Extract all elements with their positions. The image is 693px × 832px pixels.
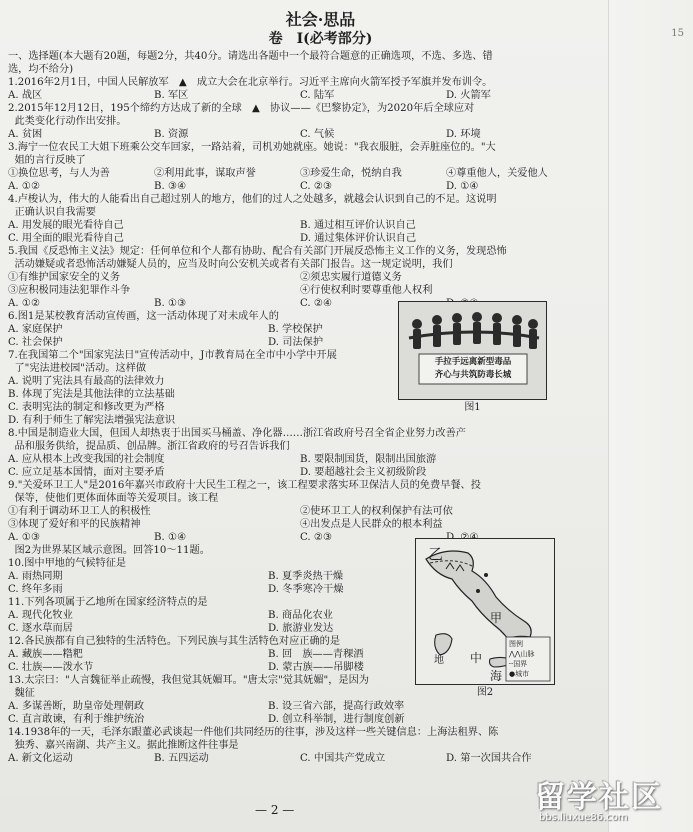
question-line: 9."关爱环卫工人"是2016年嘉兴市政府十大民生工程之一，该工程要求落实环卫保洁人员的免费早餐、投	[8, 480, 481, 491]
answer-option: A. ①②	[8, 181, 41, 192]
city-icon: ●	[509, 670, 516, 678]
answer-option: C. 中国共产党成立	[300, 753, 386, 764]
legend-city: 城市	[515, 670, 530, 678]
answer-option: ④行使权利时要尊重他人权利	[300, 285, 433, 296]
answer-option: ③珍爱生命，悦纳自我	[300, 168, 402, 179]
answer-option: C. ②③	[300, 532, 333, 543]
question-line: 11.下列各项属于乙地所在国家经济特点的是	[8, 597, 208, 608]
answer-option: ②利用此事，谋取声誉	[154, 168, 256, 179]
answer-option: ②须忠实履行道德义务	[300, 272, 402, 283]
question-line: 6.图1是某校教育活动宣传画，这一活动体现了对未成年人的	[8, 311, 279, 322]
answer-options-row	[8, 167, 593, 180]
answer-option: B. ①③	[154, 298, 187, 309]
question-line: 一、选择题(本大题有20题，每题2分，共40分。请选出各题中一个最符合题意的正确选项，不选、多选、错	[8, 51, 493, 62]
question-line: 13.太宗曰："人言魏征举止疏慢，我但觉其妩媚耳。"唐太宗"觉其妩媚"，是因为	[8, 675, 369, 686]
question-line: 此类变化行动作出安排。	[8, 116, 127, 127]
poster-illustration	[399, 302, 546, 399]
answer-option: ①有利于调动环卫工人的积极性	[8, 506, 151, 517]
answer-option: ③应积极同违法犯罪作斗争	[8, 285, 131, 296]
question-line: 8.中国是制造业大国，但国人却热衷于出国买马桶盖、净化器……浙江省政府号召全省企业努力改善产	[8, 428, 466, 439]
question-line: A. 说明了宪法具有最高的法律效力	[8, 376, 165, 387]
question-line: 正确认识自我需要	[8, 207, 96, 218]
question-line: 4.卢梭认为，伟大的人能看出自己超过别人的地方，他们的过人之处越多，就越会认识到自己的不足。这说明	[8, 194, 497, 205]
question-line: 独秀、嘉兴南湖、共产主义。据此推断这件往事是	[8, 740, 239, 751]
answer-option: D. 环境	[446, 129, 481, 140]
map-label-yi: 乙	[428, 545, 444, 563]
answer-option: A. 贫困	[8, 129, 43, 140]
page-number: — 2 —	[255, 803, 295, 817]
page-title: 社会·思品	[285, 10, 356, 29]
figure-2-caption: 图2	[476, 687, 494, 698]
answer-option: B. ③④	[154, 181, 187, 192]
answer-option: ③体现了爱好和平的民族精神	[8, 519, 141, 530]
answer-option: B. 五四运动	[154, 753, 209, 764]
legend-mountain: 山脉	[520, 650, 535, 658]
answer-option: ④尊重他人，关爱他人	[446, 168, 548, 179]
mountain-icon: ⋀⋀	[509, 650, 521, 658]
question-line: 1.2016年2月1日，中国人民解放军 ▲ 成立大会在北京举行。习近平主席向火箭军授予军旗并发布训令。	[8, 77, 493, 88]
answer-options-row	[8, 89, 593, 102]
map-label-zhong: 中	[470, 651, 483, 665]
answer-option: C. 终年多雨	[8, 584, 63, 595]
answer-option: D. 司法保护	[268, 337, 324, 348]
answer-option: D. 要超越社会主义初级阶段	[300, 467, 427, 478]
answer-option: C. 社会保护	[8, 337, 63, 348]
answer-option: B. 要限制国货，限制出国旅游	[300, 454, 437, 465]
answer-options-row	[8, 505, 593, 518]
answer-options-row	[8, 180, 593, 193]
answer-options-row	[8, 700, 593, 713]
answer-options-row	[8, 271, 593, 284]
answer-option: A. 现代化牧业	[8, 610, 73, 621]
answer-options-row	[8, 128, 593, 141]
question-line: 14.1938年的一天，毛泽东跟董必武谈起一件他们共同经历的往事，涉及这样一些关键信息：上海法租界、陈	[8, 727, 499, 738]
answer-options-row	[8, 453, 593, 466]
figure-2-map	[415, 538, 555, 698]
answer-options-row	[8, 466, 593, 479]
question-line: 3.海宁一位农民工大姐下班乘公交车回家，一路站着，司机劝她就座。她说："我衣服脏，会弄脏座位的。"大	[8, 142, 496, 153]
question-line: D. 有利于师生了解宪法增强宪法意识	[8, 415, 176, 426]
answer-option: A. 藏族——糌粑	[8, 649, 83, 660]
answer-option: B. 夏季炎热干燥	[268, 571, 344, 582]
question-line: 活动嫌疑或者恐怖活动嫌疑人员的，应当及时向公安机关或者有关部门报告。这一规定说明，我们	[8, 259, 453, 270]
answer-option: A. 新文化运动	[8, 753, 73, 764]
answer-options-row	[8, 713, 593, 726]
legend-border: 国界	[513, 660, 528, 668]
question-line: 5.我国《反恐怖主义法》规定：任何单位和个人都有协助、配合有关部门开展反恐怖主义工作的义务，发现恐怖	[8, 246, 507, 257]
question-line: 姐的言行反映了	[8, 155, 86, 166]
adjacent-page-number: 15	[671, 28, 684, 39]
answer-option: A. 应从根本上改变我国的社会制度	[8, 454, 165, 465]
question-line: 7.在我国第二个"国家宪法日"宣传活动中，J市教育局在全市中小学中开展	[8, 350, 337, 361]
answer-option: ①有维护国家安全的义务	[8, 272, 121, 283]
answer-option: C. ②④	[300, 298, 333, 309]
watermark-logo	[535, 772, 693, 830]
question-line: 2.2015年12月12日，195个缔约方达成了新的全球 ▲ 协议——《巴黎协定》，为2020年后全球应对	[8, 103, 475, 114]
figure-1-caption: 图1	[464, 402, 481, 413]
answer-option: B. 回 族——青稞酒	[268, 649, 364, 660]
answer-option: A. 多谋善断，助皇帝处理朝政	[8, 701, 145, 712]
answer-option: D. 冬季寒冷干燥	[268, 584, 344, 595]
answer-option: C. 用全面的眼光看待自己	[8, 233, 124, 244]
answer-option: B. ①④	[154, 532, 187, 543]
answer-option: D. 旅游业发达	[268, 623, 334, 634]
border-icon: ┄	[509, 660, 514, 668]
answer-options-row	[8, 752, 593, 765]
answer-option: B. 设三省六部，提高行政效率	[268, 701, 405, 712]
answer-option: ②使环卫工人的权利保护有法可依	[300, 506, 453, 517]
adjacent-page-edge	[608, 0, 693, 832]
answer-option: A. 战区	[8, 90, 43, 101]
answer-option: D. 蒙古族——吊脚楼	[268, 662, 364, 673]
question-line: 品和服务供给，提品质、创品牌。浙江省政府的号召告诉我们	[8, 441, 290, 452]
section-title: 卷 Ⅰ(必考部分)	[268, 31, 373, 47]
answer-option: D. 通过集体评价认识自己	[300, 233, 417, 244]
question-line: C. 表明宪法的制定和修改更为严格	[8, 402, 165, 413]
question-line: B. 体现了宪法是其他法律的立法基础	[8, 389, 175, 400]
map-label-jia: 甲	[490, 611, 503, 625]
question-line: 了"宪法进校园"活动。这样做	[8, 363, 147, 374]
answer-option: D. ①④	[446, 181, 479, 192]
poster-slogan-line2: 齐心与共筑防毒长城	[434, 370, 512, 380]
answer-options-row	[8, 219, 593, 232]
question-line: 魏征	[8, 688, 35, 699]
poster-slogan-line1: 手拉手远离新型毒品	[434, 357, 512, 367]
map-legend	[509, 639, 534, 679]
answer-option: C. 气候	[300, 129, 335, 140]
answer-option: C. 应立足基本国情，面对主要矛盾	[8, 467, 165, 478]
answer-option: A. 用发展的眼光看待自己	[8, 220, 124, 231]
answer-option: C. 壮族——泼水节	[8, 662, 94, 673]
answer-option: A. ①②	[8, 298, 41, 309]
answer-option: C. 直言敢谏，有利于维护统治	[8, 714, 145, 725]
answer-option: B. 通过相互评价认识自己	[300, 220, 416, 231]
question-line: 选，均不给分)	[8, 64, 74, 75]
answer-option: C. ②③	[300, 181, 333, 192]
answer-option: C. 陆军	[300, 90, 335, 101]
answer-option: ④出发点是人民群众的根本利益	[300, 519, 443, 530]
answer-option: B. 商品化农业	[268, 610, 333, 621]
watermark-brand: 留学社区	[535, 780, 663, 815]
map-label-di: 地	[434, 655, 444, 666]
answer-option: C. 逐水草而居	[8, 623, 73, 634]
answer-option: A. ①③	[8, 532, 41, 543]
map-label-hai: 海	[490, 669, 503, 683]
answer-options-row	[8, 518, 593, 531]
answer-option: B. 军区	[154, 90, 189, 101]
answer-option: D. 创立科举制，进行制度创新	[268, 714, 405, 725]
answer-option: D. 火箭军	[446, 90, 491, 101]
figure-1-poster	[398, 301, 547, 413]
answer-option: ①换位思考，与人为善	[8, 168, 110, 179]
question-line: 图2为世界某区域示意图。回答10～11题。	[8, 545, 210, 556]
answer-option: B. 资源	[154, 129, 189, 140]
answer-option: A. 家庭保护	[8, 324, 63, 335]
question-line: 12.各民族都有自己独特的生活特色。下列民族与其生活特色对应正确的是	[8, 636, 341, 647]
answer-option: B. 学校保护	[268, 324, 323, 335]
answer-option: A. 雨热同期	[8, 571, 63, 582]
legend-title: 图例	[509, 640, 523, 648]
answer-options-row	[8, 284, 593, 297]
watermark-url: bbs.liuxue86.com	[539, 812, 628, 823]
question-line: 10.图中甲地的气候特征是	[8, 558, 127, 569]
question-line: 保等，使他们更体面体面等关爱项目。该工程	[8, 493, 219, 504]
answer-option: D. 第一次国共合作	[446, 753, 532, 764]
answer-options-row	[8, 232, 593, 245]
